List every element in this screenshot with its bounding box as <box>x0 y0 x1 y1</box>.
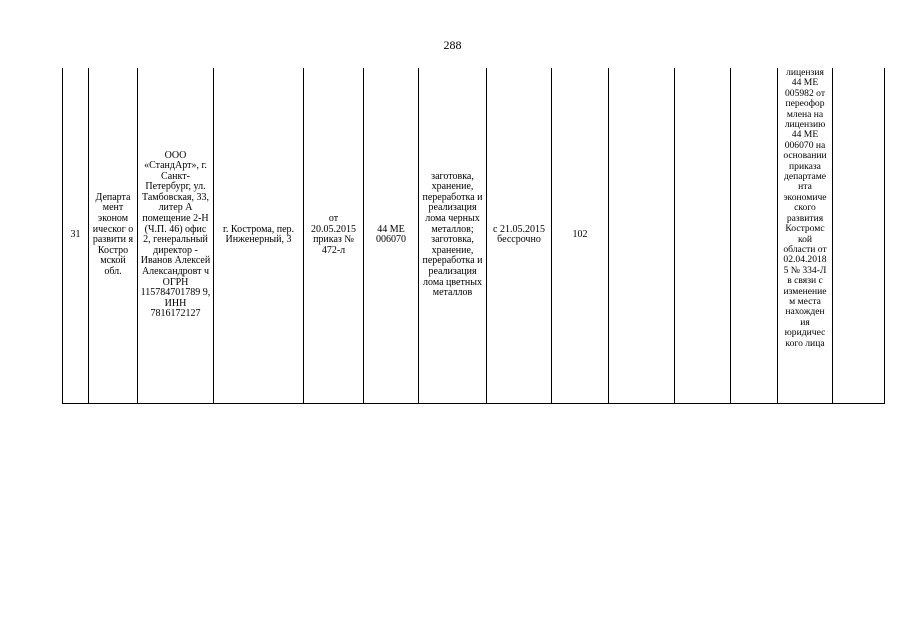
order-cell: от 20.05.2015 приказ № 472-л <box>304 68 364 403</box>
empty-cell <box>609 68 675 403</box>
code-cell: 102 <box>552 68 609 403</box>
activity-cell: заготовка, хранение, переработка и реализация лома черных металлов; заготовка, хранение, переработка и реализация лома цветных металлов <box>419 68 487 403</box>
notes-cell: лицензия 44 МЕ 005982 от переофор млена на лицензию 44 МЕ 006070 на основании приказа департаме нта экономиче ского развития Костромс кой области от 02.04.2018 5 № 334-Л в связи с изменение м места нахожден ия юридичес кого лица <box>778 68 833 403</box>
empty-cell <box>675 68 731 403</box>
table-row <box>63 68 885 403</box>
page-number: 288 <box>443 38 462 52</box>
address-cell: г. Кострома, пер. Инженерный, 3 <box>214 68 304 403</box>
validity-cell: с 21.05.2015 бессрочно <box>487 68 552 403</box>
row-index-cell: 31 <box>63 68 89 403</box>
empty-cell <box>833 68 885 403</box>
license-number-cell: 44 МЕ 006070 <box>364 68 419 403</box>
registry-table <box>62 68 885 404</box>
authority-cell: Департа мент эконом ическог о развити я Костро мской обл. <box>89 68 138 403</box>
empty-cell <box>731 68 778 403</box>
licensee-cell: ООО «СтандАрт», г. Санкт-Петербург, ул. Тамбовская, 33, литер А помещение 2-Н (Ч.П. 46) офис 2, генеральный директор - Иванов Алексей Александровт ч ОГРН 115784701789 9, ИНН 7816172127 <box>138 68 214 403</box>
